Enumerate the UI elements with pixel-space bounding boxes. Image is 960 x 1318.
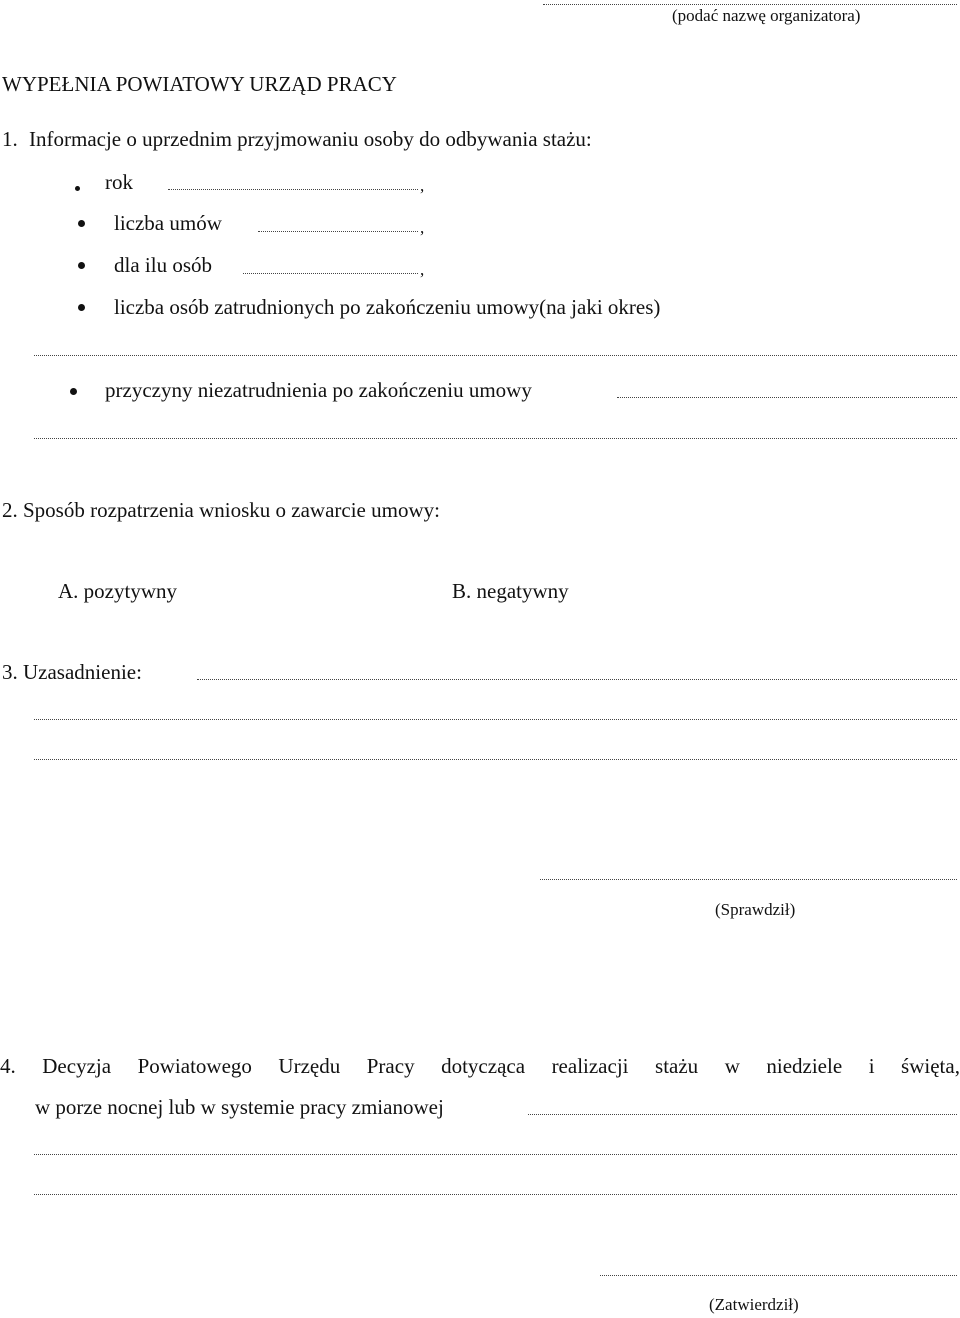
item4-word: Urzędu xyxy=(278,1054,341,1078)
item1-number: 1. xyxy=(2,127,18,151)
dla-ilu-osob-field[interactable] xyxy=(243,273,418,274)
decyzja-field-3[interactable] xyxy=(34,1194,957,1195)
organizer-caption: (podać nazwę organizatora) xyxy=(672,6,861,25)
item1-heading xyxy=(2,127,592,152)
item4-line1 xyxy=(0,1054,960,1079)
option-a[interactable]: A. pozytywny xyxy=(58,579,177,603)
option-b[interactable]: B. negatywny xyxy=(452,579,569,603)
approved-caption: (Zatwierdził) xyxy=(709,1295,799,1314)
uzasadnienie-field-3[interactable] xyxy=(34,759,957,760)
bullet-dla-ilu-osob xyxy=(78,262,85,269)
item4-word: niedziele xyxy=(766,1054,843,1078)
item4-word: Pracy xyxy=(366,1054,415,1078)
zatrudnionych-label: liczba osób zatrudnionych po zakończeniu umowy(na jaki okres) xyxy=(114,295,661,319)
uzasadnienie-field[interactable] xyxy=(197,679,957,680)
rok-label: rok xyxy=(105,170,133,194)
dla-ilu-osob-label: dla ilu osób xyxy=(114,253,212,277)
section-title: WYPEŁNIA POWIATOWY URZĄD PRACY xyxy=(2,72,397,96)
item4-word: dotycząca xyxy=(441,1054,526,1078)
item4-word: Powiatowego xyxy=(137,1054,252,1078)
liczba-umow-label: liczba umów xyxy=(114,211,222,235)
bullet-zatrudnionych xyxy=(78,304,85,311)
rok-comma: , xyxy=(420,176,425,195)
liczba-umow-field[interactable] xyxy=(258,231,418,232)
item4-word: stażu xyxy=(655,1054,699,1078)
bullet-liczba-umow xyxy=(78,220,85,227)
item4-line2: w porze nocnej lub w systemie pracy zmianowej xyxy=(35,1095,444,1119)
item4-word: realizacji xyxy=(551,1054,629,1078)
checked-caption: (Sprawdził) xyxy=(715,900,796,919)
liczba-umow-comma: , xyxy=(420,218,425,237)
organizer-dotted-line[interactable] xyxy=(543,4,957,5)
przyczyny-field-2[interactable] xyxy=(34,438,957,439)
przyczyny-field[interactable] xyxy=(617,397,957,398)
bullet-przyczyny xyxy=(70,388,77,395)
item4-word: i xyxy=(868,1054,875,1078)
item4-word: 4. xyxy=(0,1054,16,1078)
dla-ilu-osob-comma: , xyxy=(420,260,425,279)
checked-signature-line[interactable] xyxy=(540,879,957,880)
decyzja-field[interactable] xyxy=(528,1114,957,1115)
item4-word: święta, xyxy=(901,1054,960,1078)
bullet-rok xyxy=(75,186,80,191)
zatrudnionych-field[interactable] xyxy=(34,355,957,356)
item4-word: Decyzja xyxy=(42,1054,112,1078)
approved-signature-line[interactable] xyxy=(600,1275,957,1276)
item1-label: Informacje o uprzednim przyjmowaniu osoby do odbywania stażu: xyxy=(29,127,592,151)
uzasadnienie-field-2[interactable] xyxy=(34,719,957,720)
item3-label: 3. Uzasadnienie: xyxy=(2,660,142,684)
item4-word: w xyxy=(724,1054,740,1078)
rok-field[interactable] xyxy=(168,189,418,190)
przyczyny-label: przyczyny niezatrudnienia po zakończeniu umowy xyxy=(105,378,532,402)
decyzja-field-2[interactable] xyxy=(34,1154,957,1155)
item2-label: 2. Sposób rozpatrzenia wniosku o zawarcie umowy: xyxy=(2,498,440,522)
